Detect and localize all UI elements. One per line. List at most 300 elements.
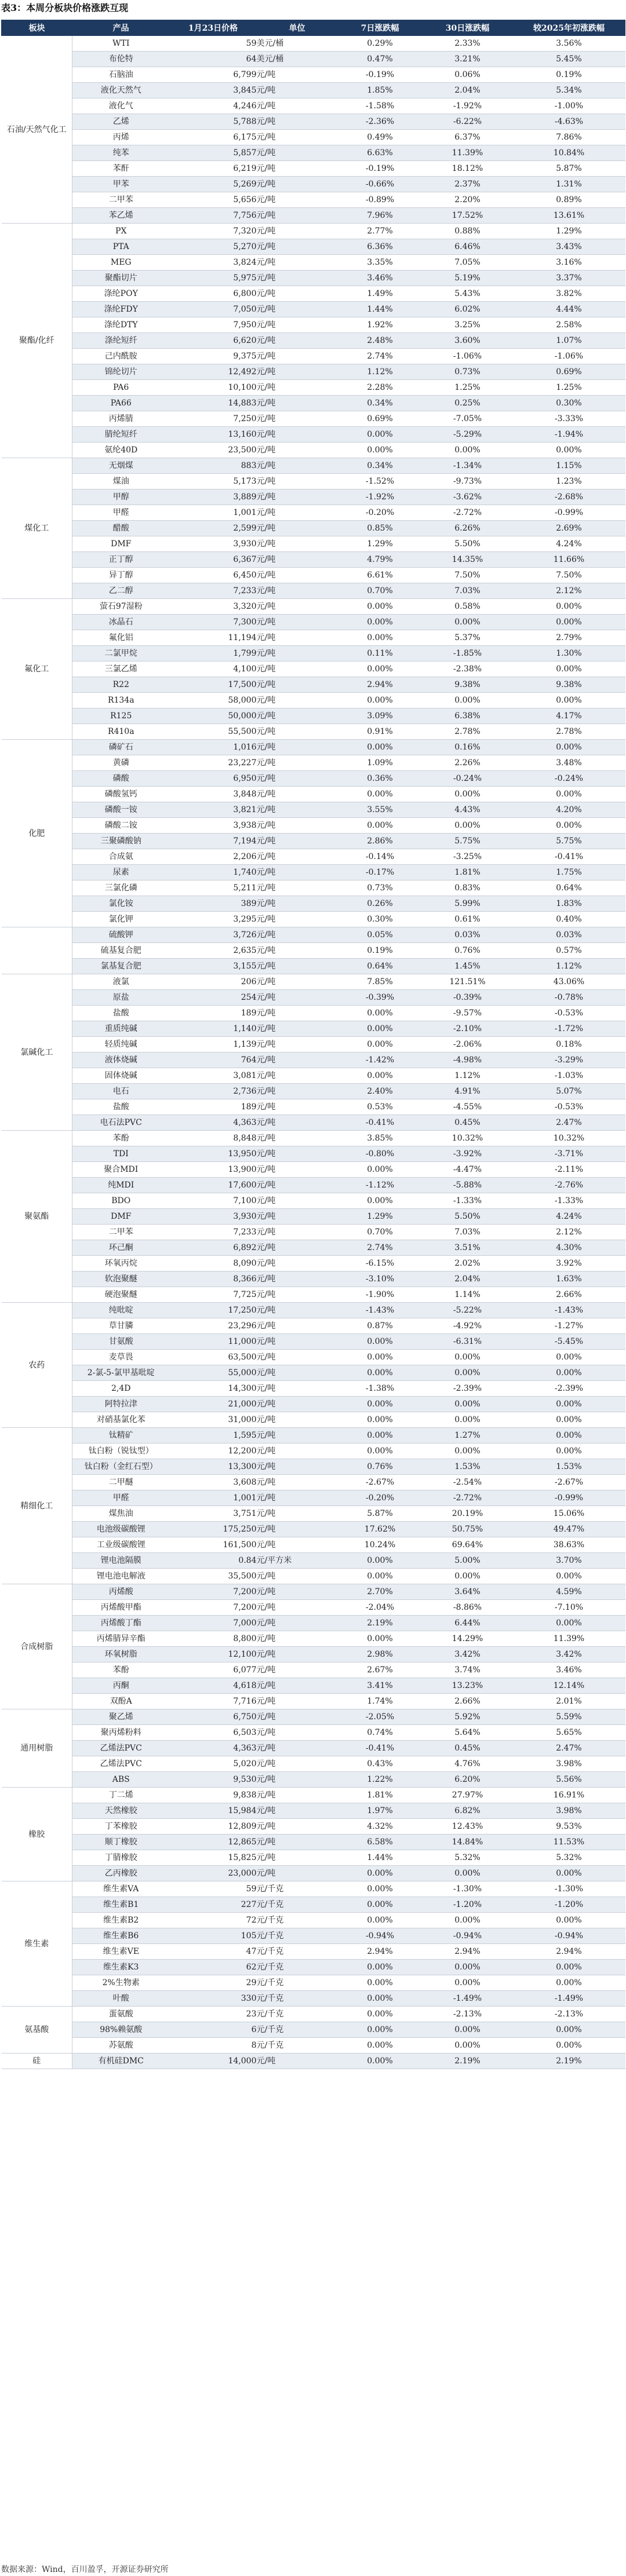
unit-cell: 元/吨 — [257, 755, 338, 771]
change-7d-cell: 0.19% — [338, 943, 423, 959]
change-30d-cell: 2.26% — [423, 755, 513, 771]
change-7d-cell: 0.69% — [338, 411, 423, 427]
change-30d-cell: 5.43% — [423, 286, 513, 302]
unit-cell: 元/吨 — [257, 1428, 338, 1444]
sector-cell: 石油/天然气化工 — [2, 36, 72, 224]
price-cell: 161,500 — [170, 1537, 257, 1553]
unit-cell: 美元/桶 — [257, 36, 338, 52]
change-7d-cell: 0.00% — [338, 1021, 423, 1037]
price-cell: 1,001 — [170, 1490, 257, 1506]
change-ytd-cell: 1.15% — [513, 458, 625, 474]
product-cell: 黄磷 — [72, 755, 170, 771]
table-row — [2, 1334, 625, 1350]
change-7d-cell: -6.15% — [338, 1256, 423, 1271]
table-row — [2, 708, 625, 724]
change-30d-cell: -2.72% — [423, 505, 513, 521]
unit-cell: 元/吨 — [257, 927, 338, 943]
change-ytd-cell: -1.00% — [513, 98, 625, 114]
table-row — [2, 1647, 625, 1662]
price-cell: 6,450 — [170, 568, 257, 583]
unit-cell: 元/吨 — [257, 740, 338, 755]
price-cell: 59 — [170, 1881, 257, 1897]
table-row — [2, 1569, 625, 1584]
product-cell: MEG — [72, 255, 170, 271]
change-ytd-cell: 0.00% — [513, 1444, 625, 1459]
change-ytd-cell: 0.00% — [513, 1365, 625, 1381]
unit-cell: 元/吨 — [257, 1271, 338, 1287]
product-cell: 纯吡啶 — [72, 1303, 170, 1318]
change-7d-cell: 2.77% — [338, 224, 423, 239]
header-ytd-change: 较2025年初涨跌幅 — [513, 20, 625, 36]
unit-cell: 元/吨 — [257, 1131, 338, 1146]
change-ytd-cell: -2.13% — [513, 2007, 625, 2022]
product-cell: 维生素B6 — [72, 1928, 170, 1944]
change-ytd-cell: 0.00% — [513, 615, 625, 630]
table-row — [2, 1772, 625, 1788]
change-7d-cell: 0.74% — [338, 1725, 423, 1741]
change-7d-cell: 1.22% — [338, 1772, 423, 1788]
product-cell: 氯基复合肥 — [72, 959, 170, 974]
change-ytd-cell: -1.49% — [513, 1991, 625, 2007]
product-cell: 钛白粉（锐钛型） — [72, 1444, 170, 1459]
change-7d-cell: 0.70% — [338, 1225, 423, 1240]
change-ytd-cell: 4.44% — [513, 302, 625, 317]
price-cell: 14,883 — [170, 396, 257, 411]
unit-cell: 元/千克 — [257, 1944, 338, 1960]
price-cell: 3,889 — [170, 489, 257, 505]
unit-cell: 元/吨 — [257, 208, 338, 224]
change-ytd-cell: -7.10% — [513, 1600, 625, 1616]
price-cell: 7,320 — [170, 224, 257, 239]
table-row — [2, 1835, 625, 1850]
unit-cell: 元/吨 — [257, 443, 338, 458]
product-cell: 对硝基氯化苯 — [72, 1412, 170, 1428]
change-30d-cell: 12.43% — [423, 1819, 513, 1835]
change-7d-cell: 0.36% — [338, 771, 423, 787]
product-cell: PA66 — [72, 396, 170, 411]
table-row — [2, 458, 625, 474]
change-ytd-cell: 5.45% — [513, 52, 625, 67]
sector-cell: 煤化工 — [2, 458, 72, 599]
change-7d-cell: 2.94% — [338, 1944, 423, 1960]
change-30d-cell: 7.03% — [423, 583, 513, 599]
price-cell: 3,726 — [170, 927, 257, 943]
change-7d-cell: 0.00% — [338, 787, 423, 802]
change-30d-cell: 2.37% — [423, 177, 513, 192]
product-cell: 液体烧碱 — [72, 1053, 170, 1068]
change-ytd-cell: 0.00% — [513, 818, 625, 834]
unit-cell: 元/吨 — [257, 1334, 338, 1350]
change-30d-cell: -4.92% — [423, 1318, 513, 1334]
price-cell: 2,206 — [170, 849, 257, 865]
table-row — [2, 192, 625, 208]
table-row — [2, 1115, 625, 1131]
price-cell: 13,900 — [170, 1162, 257, 1178]
table-row — [2, 36, 625, 52]
unit-cell: 元/吨 — [257, 114, 338, 130]
unit-cell: 元/千克 — [257, 2038, 338, 2054]
table-row — [2, 130, 625, 145]
change-7d-cell: -2.36% — [338, 114, 423, 130]
change-7d-cell: 2.19% — [338, 1616, 423, 1631]
product-cell: 纯MDI — [72, 1178, 170, 1193]
product-cell: 磷酸氢钙 — [72, 787, 170, 802]
change-7d-cell: 0.00% — [338, 1006, 423, 1021]
change-7d-cell: 4.79% — [338, 552, 423, 568]
change-30d-cell: 13.23% — [423, 1678, 513, 1694]
price-cell: 23,227 — [170, 755, 257, 771]
table-row — [2, 1991, 625, 2007]
price-cell: 9,838 — [170, 1788, 257, 1803]
price-cell: 7,233 — [170, 583, 257, 599]
change-ytd-cell: 0.00% — [513, 740, 625, 755]
change-7d-cell: 1.85% — [338, 83, 423, 98]
change-30d-cell: -5.29% — [423, 427, 513, 443]
table-row — [2, 1897, 625, 1913]
table-row — [2, 1819, 625, 1835]
price-cell: 3,295 — [170, 912, 257, 927]
unit-cell: 元/吨 — [257, 1397, 338, 1412]
table-row — [2, 1913, 625, 1928]
table-row — [2, 317, 625, 333]
change-7d-cell: -0.19% — [338, 161, 423, 177]
price-cell: 7,950 — [170, 317, 257, 333]
table-row — [2, 1287, 625, 1303]
unit-cell: 元/吨 — [257, 1444, 338, 1459]
table-row — [2, 536, 625, 552]
change-7d-cell: -0.89% — [338, 192, 423, 208]
change-ytd-cell: 15.06% — [513, 1506, 625, 1522]
change-ytd-cell: -0.94% — [513, 1928, 625, 1944]
change-ytd-cell: 3.98% — [513, 1756, 625, 1772]
change-7d-cell: 0.00% — [338, 1365, 423, 1381]
product-cell: 电石法PVC — [72, 1115, 170, 1131]
unit-cell: 元/吨 — [257, 1021, 338, 1037]
unit-cell: 元/吨 — [257, 1178, 338, 1193]
change-7d-cell: 0.34% — [338, 458, 423, 474]
product-cell: 甲醛 — [72, 505, 170, 521]
change-7d-cell: 0.00% — [338, 1913, 423, 1928]
change-7d-cell: 2.28% — [338, 380, 423, 396]
table-row — [2, 1678, 625, 1694]
change-30d-cell: -1.92% — [423, 98, 513, 114]
product-cell: 甲苯 — [72, 177, 170, 192]
table-row — [2, 990, 625, 1006]
change-30d-cell: 0.00% — [423, 693, 513, 708]
product-cell: 锦纶切片 — [72, 364, 170, 380]
unit-cell: 元/吨 — [257, 1772, 338, 1788]
change-30d-cell: 0.45% — [423, 1115, 513, 1131]
product-cell: 煤焦油 — [72, 1506, 170, 1522]
product-cell: 布伦特 — [72, 52, 170, 67]
change-ytd-cell: 0.00% — [513, 599, 625, 615]
product-cell: 丁苯橡胶 — [72, 1819, 170, 1835]
table-row — [2, 599, 625, 615]
price-cell: 3,751 — [170, 1506, 257, 1522]
unit-cell: 元/吨 — [257, 724, 338, 740]
product-cell: 苯酚 — [72, 1131, 170, 1146]
change-7d-cell: 0.00% — [338, 1193, 423, 1209]
unit-cell: 元/吨 — [257, 630, 338, 646]
change-30d-cell: 5.00% — [423, 1553, 513, 1569]
change-7d-cell: 3.09% — [338, 708, 423, 724]
change-30d-cell: 2.94% — [423, 1944, 513, 1960]
table-row — [2, 927, 625, 943]
price-cell: 4,363 — [170, 1741, 257, 1756]
change-7d-cell: 0.00% — [338, 2038, 423, 2054]
change-30d-cell: 11.39% — [423, 145, 513, 161]
change-7d-cell: -1.92% — [338, 489, 423, 505]
header-price: 1月23日价格 — [170, 20, 257, 36]
change-30d-cell: 5.75% — [423, 834, 513, 849]
change-30d-cell: 0.00% — [423, 1569, 513, 1584]
change-30d-cell: 14.29% — [423, 1631, 513, 1647]
price-cell: 7,050 — [170, 302, 257, 317]
change-ytd-cell: 1.30% — [513, 646, 625, 662]
table-row — [2, 145, 625, 161]
unit-cell: 元/吨 — [257, 990, 338, 1006]
table-row — [2, 302, 625, 317]
change-30d-cell: 4.76% — [423, 1756, 513, 1772]
change-ytd-cell: 3.16% — [513, 255, 625, 271]
price-cell: 175,250 — [170, 1522, 257, 1537]
product-cell: 甲醛 — [72, 1490, 170, 1506]
table-row — [2, 771, 625, 787]
price-cell: 1,595 — [170, 1428, 257, 1444]
product-cell: 电石 — [72, 1084, 170, 1099]
product-cell: 环己酮 — [72, 1240, 170, 1256]
unit-cell: 元/吨 — [257, 411, 338, 427]
sector-cell: 氟化工 — [2, 599, 72, 740]
product-cell: 顺丁橡胶 — [72, 1835, 170, 1850]
sector-cell: 聚酯/化纤 — [2, 224, 72, 458]
change-ytd-cell: 0.00% — [513, 787, 625, 802]
change-30d-cell: -4.55% — [423, 1099, 513, 1115]
change-7d-cell: -0.80% — [338, 1146, 423, 1162]
price-cell: 6,620 — [170, 333, 257, 349]
price-cell: 13,160 — [170, 427, 257, 443]
change-7d-cell: 0.00% — [338, 1334, 423, 1350]
change-30d-cell: 0.45% — [423, 1741, 513, 1756]
table-row — [2, 489, 625, 505]
change-ytd-cell: 0.00% — [513, 1397, 625, 1412]
change-7d-cell: 0.00% — [338, 599, 423, 615]
change-7d-cell: 2.98% — [338, 1647, 423, 1662]
table-row — [2, 1178, 625, 1193]
change-7d-cell: 0.49% — [338, 130, 423, 145]
change-30d-cell: 0.61% — [423, 912, 513, 927]
unit-cell: 元/吨 — [257, 239, 338, 255]
change-ytd-cell: -0.53% — [513, 1099, 625, 1115]
change-ytd-cell: 2.12% — [513, 1225, 625, 1240]
table-row — [2, 427, 625, 443]
price-cell: 227 — [170, 1897, 257, 1913]
unit-cell: 元/吨 — [257, 818, 338, 834]
product-cell: 苯酐 — [72, 161, 170, 177]
price-cell: 5,270 — [170, 239, 257, 255]
change-30d-cell: 0.00% — [423, 818, 513, 834]
product-cell: R22 — [72, 677, 170, 693]
change-7d-cell: -1.42% — [338, 1053, 423, 1068]
price-cell: 6,892 — [170, 1240, 257, 1256]
unit-cell: 元/吨 — [257, 943, 338, 959]
change-ytd-cell: 0.00% — [513, 662, 625, 677]
change-30d-cell: 4.43% — [423, 802, 513, 818]
change-ytd-cell: 5.07% — [513, 1084, 625, 1099]
unit-cell: 元/平方米 — [257, 1553, 338, 1569]
change-7d-cell: 1.92% — [338, 317, 423, 333]
unit-cell: 元/千克 — [257, 2022, 338, 2038]
unit-cell: 元/吨 — [257, 1788, 338, 1803]
change-ytd-cell: 1.75% — [513, 865, 625, 880]
product-cell: 有机硅DMC — [72, 2054, 170, 2069]
product-cell: 丙烯酸甲酯 — [72, 1600, 170, 1616]
change-30d-cell: 14.35% — [423, 552, 513, 568]
change-ytd-cell: 1.53% — [513, 1459, 625, 1475]
change-ytd-cell: 3.56% — [513, 36, 625, 52]
table-row — [2, 1803, 625, 1819]
price-cell: 14,300 — [170, 1381, 257, 1397]
change-ytd-cell: 4.20% — [513, 802, 625, 818]
price-cell: 389 — [170, 896, 257, 912]
price-cell: 23 — [170, 2007, 257, 2022]
product-cell: 硬泡聚醚 — [72, 1287, 170, 1303]
change-ytd-cell: 43.06% — [513, 974, 625, 990]
product-cell: 甲醇 — [72, 489, 170, 505]
change-ytd-cell: 0.00% — [513, 1960, 625, 1975]
change-7d-cell: 0.00% — [338, 818, 423, 834]
change-30d-cell: 1.53% — [423, 1459, 513, 1475]
product-cell: PA6 — [72, 380, 170, 396]
change-ytd-cell: 4.24% — [513, 536, 625, 552]
change-ytd-cell: -0.78% — [513, 990, 625, 1006]
price-cell: 5,857 — [170, 145, 257, 161]
change-ytd-cell: 0.00% — [513, 1428, 625, 1444]
change-30d-cell: 4.91% — [423, 1084, 513, 1099]
table-row — [2, 2054, 625, 2069]
price-cell: 47 — [170, 1944, 257, 1960]
change-7d-cell: 0.29% — [338, 36, 423, 52]
product-cell: WTI — [72, 36, 170, 52]
change-7d-cell: 17.62% — [338, 1522, 423, 1537]
price-cell: 12,865 — [170, 1835, 257, 1850]
product-cell: 己内酰胺 — [72, 349, 170, 364]
price-cell: 2,635 — [170, 943, 257, 959]
price-cell: 9,530 — [170, 1772, 257, 1788]
sector-cell: 合成树脂 — [2, 1584, 72, 1709]
product-cell: 异丁醇 — [72, 568, 170, 583]
unit-cell: 元/吨 — [257, 615, 338, 630]
price-cell: 8,848 — [170, 1131, 257, 1146]
change-ytd-cell: 3.43% — [513, 239, 625, 255]
price-cell: 62 — [170, 1960, 257, 1975]
sector-cell: 通用树脂 — [2, 1709, 72, 1788]
change-7d-cell: 0.05% — [338, 927, 423, 943]
table-row — [2, 1881, 625, 1897]
change-30d-cell: 5.92% — [423, 1709, 513, 1725]
table-row — [2, 974, 625, 990]
change-7d-cell: -1.90% — [338, 1287, 423, 1303]
unit-cell: 元/千克 — [257, 1975, 338, 1991]
change-7d-cell: -2.67% — [338, 1475, 423, 1490]
change-ytd-cell: 0.00% — [513, 1616, 625, 1631]
header-sector: 板块 — [2, 20, 72, 36]
unit-cell: 元/吨 — [257, 974, 338, 990]
change-30d-cell: -4.98% — [423, 1053, 513, 1068]
change-ytd-cell: 2.79% — [513, 630, 625, 646]
change-30d-cell: 6.37% — [423, 130, 513, 145]
unit-cell: 元/吨 — [257, 880, 338, 896]
price-cell: 3,938 — [170, 818, 257, 834]
change-ytd-cell: -2.76% — [513, 1178, 625, 1193]
unit-cell: 元/吨 — [257, 1866, 338, 1881]
change-7d-cell: 0.00% — [338, 1897, 423, 1913]
price-cell: 11,000 — [170, 1334, 257, 1350]
table-row — [2, 1428, 625, 1444]
price-cell: 50,000 — [170, 708, 257, 724]
unit-cell: 元/吨 — [257, 1053, 338, 1068]
product-cell: 三氯化磷 — [72, 880, 170, 896]
product-cell: 合成氨 — [72, 849, 170, 865]
table-row — [2, 630, 625, 646]
change-7d-cell: 0.34% — [338, 396, 423, 411]
change-7d-cell: 0.47% — [338, 52, 423, 67]
change-7d-cell: 3.41% — [338, 1678, 423, 1694]
change-30d-cell: 3.25% — [423, 317, 513, 333]
change-7d-cell: -1.38% — [338, 1381, 423, 1397]
unit-cell: 元/吨 — [257, 1725, 338, 1741]
change-7d-cell: 0.00% — [338, 1991, 423, 2007]
product-cell: 二甲醚 — [72, 1475, 170, 1490]
change-30d-cell: 0.00% — [423, 1365, 513, 1381]
change-ytd-cell: 3.92% — [513, 1256, 625, 1271]
product-cell: 液氯 — [72, 974, 170, 990]
unit-cell: 元/吨 — [257, 1365, 338, 1381]
change-30d-cell: -0.39% — [423, 990, 513, 1006]
change-7d-cell: 0.00% — [338, 1444, 423, 1459]
change-30d-cell: 1.14% — [423, 1287, 513, 1303]
change-30d-cell: -0.24% — [423, 771, 513, 787]
price-cell: 8,090 — [170, 1256, 257, 1271]
price-cell: 13,950 — [170, 1146, 257, 1162]
change-7d-cell: 2.74% — [338, 349, 423, 364]
unit-cell: 元/吨 — [257, 161, 338, 177]
table-row — [2, 239, 625, 255]
change-ytd-cell: -2.67% — [513, 1475, 625, 1490]
table-row — [2, 2007, 625, 2022]
unit-cell: 元/吨 — [257, 1193, 338, 1209]
product-cell: 无烟煤 — [72, 458, 170, 474]
table-row — [2, 1756, 625, 1772]
change-7d-cell: 0.43% — [338, 1756, 423, 1772]
table-row — [2, 1240, 625, 1256]
table-row — [2, 1490, 625, 1506]
price-cell: 7,250 — [170, 411, 257, 427]
table-row — [2, 2038, 625, 2054]
change-30d-cell: 0.00% — [423, 1975, 513, 1991]
table-row — [2, 161, 625, 177]
price-cell: 6,219 — [170, 161, 257, 177]
change-ytd-cell: 38.63% — [513, 1537, 625, 1553]
change-30d-cell: -1.33% — [423, 1193, 513, 1209]
product-cell: 阿特拉津 — [72, 1397, 170, 1412]
product-cell: 乙烯法PVC — [72, 1756, 170, 1772]
table-row — [2, 849, 625, 865]
product-cell: 双酚A — [72, 1694, 170, 1709]
product-cell: 磷酸一铵 — [72, 802, 170, 818]
price-cell: 6,503 — [170, 1725, 257, 1741]
change-30d-cell: 0.73% — [423, 364, 513, 380]
